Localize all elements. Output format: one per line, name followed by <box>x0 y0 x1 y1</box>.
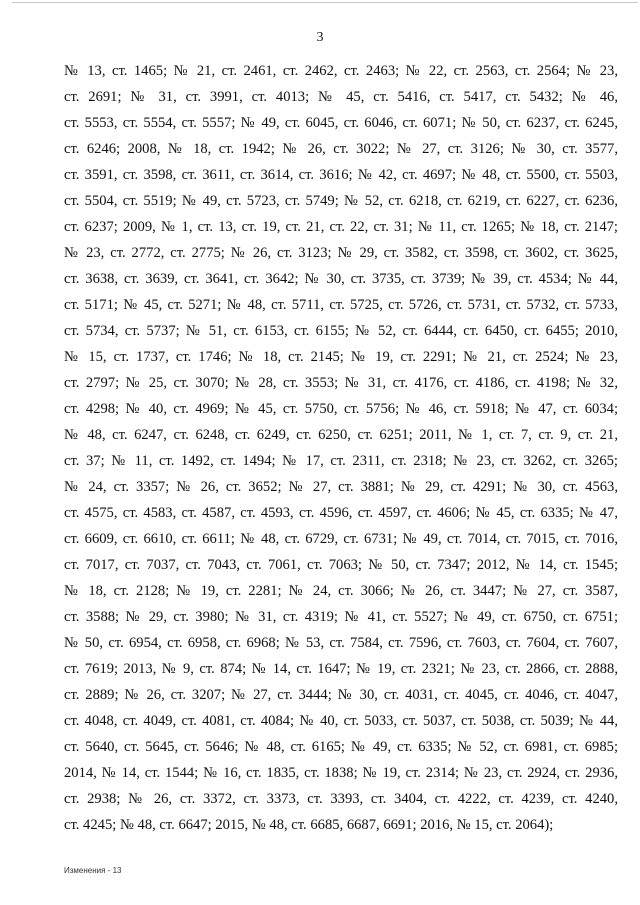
text-line: ст. 3638, ст. 3639, ст. 3641, ст. 3642; № 30, ст. 3735, ст. 3739; № 39, ст. 4534; № 44, <box>64 271 618 287</box>
text-line: ст. 37; № 11, ст. 1492, ст. 1494; № 17, ст. 2311, ст. 2318; № 23, ст. 3262, ст. 3265; <box>64 453 618 469</box>
text-line: ст. 4298; № 40, ст. 4969; № 45, ст. 5750, ст. 5756; № 46, ст. 5918; № 47, ст. 6034; <box>64 401 618 417</box>
text-line: 2014, № 14, ст. 1544; № 16, ст. 1835, ст. 1838; № 19, ст. 2314; № 23, ст. 2924, ст. 2936, <box>64 765 618 781</box>
page-number: 3 <box>316 30 324 45</box>
text-line: № 48, ст. 6247, ст. 6248, ст. 6249, ст. 6250, ст. 6251; 2011, № 1, ст. 7, ст. 9, ст. 21, <box>64 427 618 443</box>
text-line: ст. 7017, ст. 7037, ст. 7043, ст. 7061, ст. 7063; № 50, ст. 7347; 2012, № 14, ст. 1545; <box>64 557 618 573</box>
text-line: ст. 5171; № 45, ст. 5271; № 48, ст. 5711, ст. 5725, ст. 5726, ст. 5731, ст. 5732, ст. 5733, <box>64 297 618 313</box>
text-line: ст. 4575, ст. 4583, ст. 4587, ст. 4593, ст. 4596, ст. 4597, ст. 4606; № 45, ст. 6335; № 47, <box>64 505 618 521</box>
text-line: ст. 5640, ст. 5645, ст. 5646; № 48, ст. 6165; № 49, ст. 6335; № 52, ст. 6981, ст. 6985; <box>64 739 618 755</box>
text-line: ст. 6237; 2009, № 1, ст. 13, ст. 19, ст. 21, ст. 22, ст. 31; № 11, ст. 1265; № 18, ст. 2147; <box>64 219 618 235</box>
text-line: ст. 6609, ст. 6610, ст. 6611; № 48, ст. 6729, ст. 6731; № 49, ст. 7014, ст. 7015, ст. 7016, <box>64 531 618 547</box>
footer-label: Изменения - 13 <box>64 866 122 875</box>
text-line: № 23, ст. 2772, ст. 2775; № 26, ст. 3123; № 29, ст. 3582, ст. 3598, ст. 3602, ст. 3625, <box>64 245 618 261</box>
legal-citations-paragraph <box>64 58 618 838</box>
text-line: ст. 5734, ст. 5737; № 51, ст. 6153, ст. 6155; № 52, ст. 6444, ст. 6450, ст. 6455; 2010, <box>64 323 618 339</box>
top-scan-edge-line <box>12 2 638 3</box>
text-line: № 24, ст. 3357; № 26, ст. 3652; № 27, ст. 3881; № 29, ст. 4291; № 30, ст. 4563, <box>64 479 618 495</box>
text-line: ст. 3591, ст. 3598, ст. 3611, ст. 3614, ст. 3616; № 42, ст. 4697; № 48, ст. 5500, ст. 5503, <box>64 167 618 183</box>
text-line: № 13, ст. 1465; № 21, ст. 2461, ст. 2462, ст. 2463; № 22, ст. 2563, ст. 2564; № 23, <box>64 63 618 79</box>
text-line: ст. 6246; 2008, № 18, ст. 1942; № 26, ст. 3022; № 27, ст. 3126; № 30, ст. 3577, <box>64 141 618 157</box>
text-line: № 18, ст. 2128; № 19, ст. 2281; № 24, ст. 3066; № 26, ст. 3447; № 27, ст. 3587, <box>64 583 618 599</box>
text-line: ст. 3588; № 29, ст. 3980; № 31, ст. 4319; № 41, ст. 5527; № 49, ст. 6750, ст. 6751; <box>64 609 618 625</box>
text-line: ст. 5504, ст. 5519; № 49, ст. 5723, ст. 5749; № 52, ст. 6218, ст. 6219, ст. 6227, ст. 6236, <box>64 193 618 209</box>
text-line: ст. 4048, ст. 4049, ст. 4081, ст. 4084; № 40, ст. 5033, ст. 5037, ст. 5038, ст. 5039; № 44, <box>64 713 618 729</box>
text-line-last: ст. 4245; № 48, ст. 6647; 2015, № 48, ст. 6685, 6687, 6691; 2016, № 15, ст. 2064); <box>64 817 554 833</box>
text-line: ст. 7619; 2013, № 9, ст. 874; № 14, ст. 1647; № 19, ст. 2321; № 23, ст. 2866, ст. 2888, <box>64 661 618 677</box>
text-line: ст. 5553, ст. 5554, ст. 5557; № 49, ст. 6045, ст. 6046, ст. 6071; № 50, ст. 6237, ст. 6245, <box>64 115 618 131</box>
text-line: № 15, ст. 1737, ст. 1746; № 18, ст. 2145; № 19, ст. 2291; № 21, ст. 2524; № 23, <box>64 349 618 365</box>
text-line: ст. 2691; № 31, ст. 3991, ст. 4013; № 45, ст. 5416, ст. 5417, ст. 5432; № 46, <box>64 89 618 105</box>
text-line: ст. 2797; № 25, ст. 3070; № 28, ст. 3553; № 31, ст. 4176, ст. 4186, ст. 4198; № 32, <box>64 375 618 391</box>
text-line: ст. 2938; № 26, ст. 3372, ст. 3373, ст. 3393, ст. 3404, ст. 4222, ст. 4239, ст. 4240, <box>64 791 618 807</box>
text-line: ст. 2889; № 26, ст. 3207; № 27, ст. 3444; № 30, ст. 4031, ст. 4045, ст. 4046, ст. 4047, <box>64 687 618 703</box>
text-line: № 50, ст. 6954, ст. 6958, ст. 6968; № 53, ст. 7584, ст. 7596, ст. 7603, ст. 7604, ст. 7607, <box>64 635 618 651</box>
